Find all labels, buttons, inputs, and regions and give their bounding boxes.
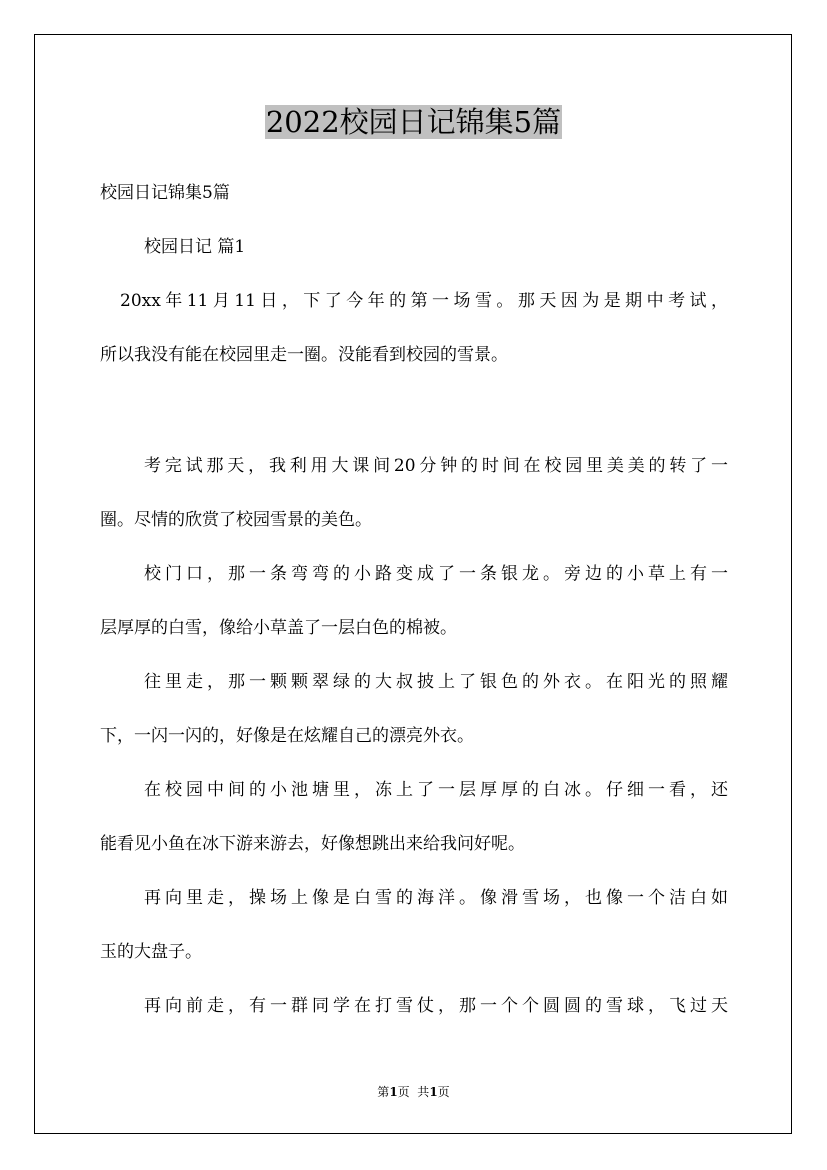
- text-line: 玉的大盘子。: [100, 942, 202, 962]
- text-line: 所以我没有能在校园里走一圈。没能看到校园的雪景。: [100, 345, 508, 365]
- text-line: 往里走，那一颗颗翠绿的大叔披上了银色的外衣。在阳光的照耀: [144, 672, 728, 692]
- text-line: 再向里走，操场上像是白雪的海洋。像滑雪场，也像一个洁白如: [144, 888, 728, 908]
- page-mid: 页 共: [397, 1085, 430, 1099]
- page-footer: [0, 1082, 827, 1102]
- section-heading: 校园日记 篇1: [144, 237, 246, 257]
- subtitle: 校园日记锦集5篇: [100, 183, 230, 203]
- page-suffix: 页: [437, 1085, 450, 1099]
- page-prefix: 第: [377, 1085, 390, 1099]
- title-highlight: 2022校园日记锦集5篇: [265, 105, 562, 139]
- text-line: 20xx年11月11日，下了今年的第一场雪。那天因为是期中考试，: [120, 291, 728, 311]
- text-line: 校门口，那一条弯弯的小路变成了一条银龙。旁边的小草上有一: [144, 564, 728, 584]
- page-total: 1: [429, 1085, 438, 1099]
- text-line: 下，一闪一闪的，好像是在炫耀自己的漂亮外衣。: [100, 726, 474, 746]
- document-title: [0, 100, 827, 144]
- text-line: 再向前走，有一群同学在打雪仗，那一个个圆圆的雪球，飞过天: [144, 996, 728, 1016]
- text-line: 在校园中间的小池塘里，冻上了一层厚厚的白冰。仔细一看，还: [144, 780, 728, 800]
- page-current: 1: [389, 1085, 398, 1099]
- text-line: 能看见小鱼在冰下游来游去，好像想跳出来给我问好呢。: [100, 834, 525, 854]
- text-line: 考完试那天，我利用大课间20分钟的时间在校园里美美的转了一: [144, 456, 728, 476]
- text-line: 层厚厚的白雪，像给小草盖了一层白色的棉被。: [100, 618, 457, 638]
- text-line: 圈。尽情的欣赏了校园雪景的美色。: [100, 510, 372, 530]
